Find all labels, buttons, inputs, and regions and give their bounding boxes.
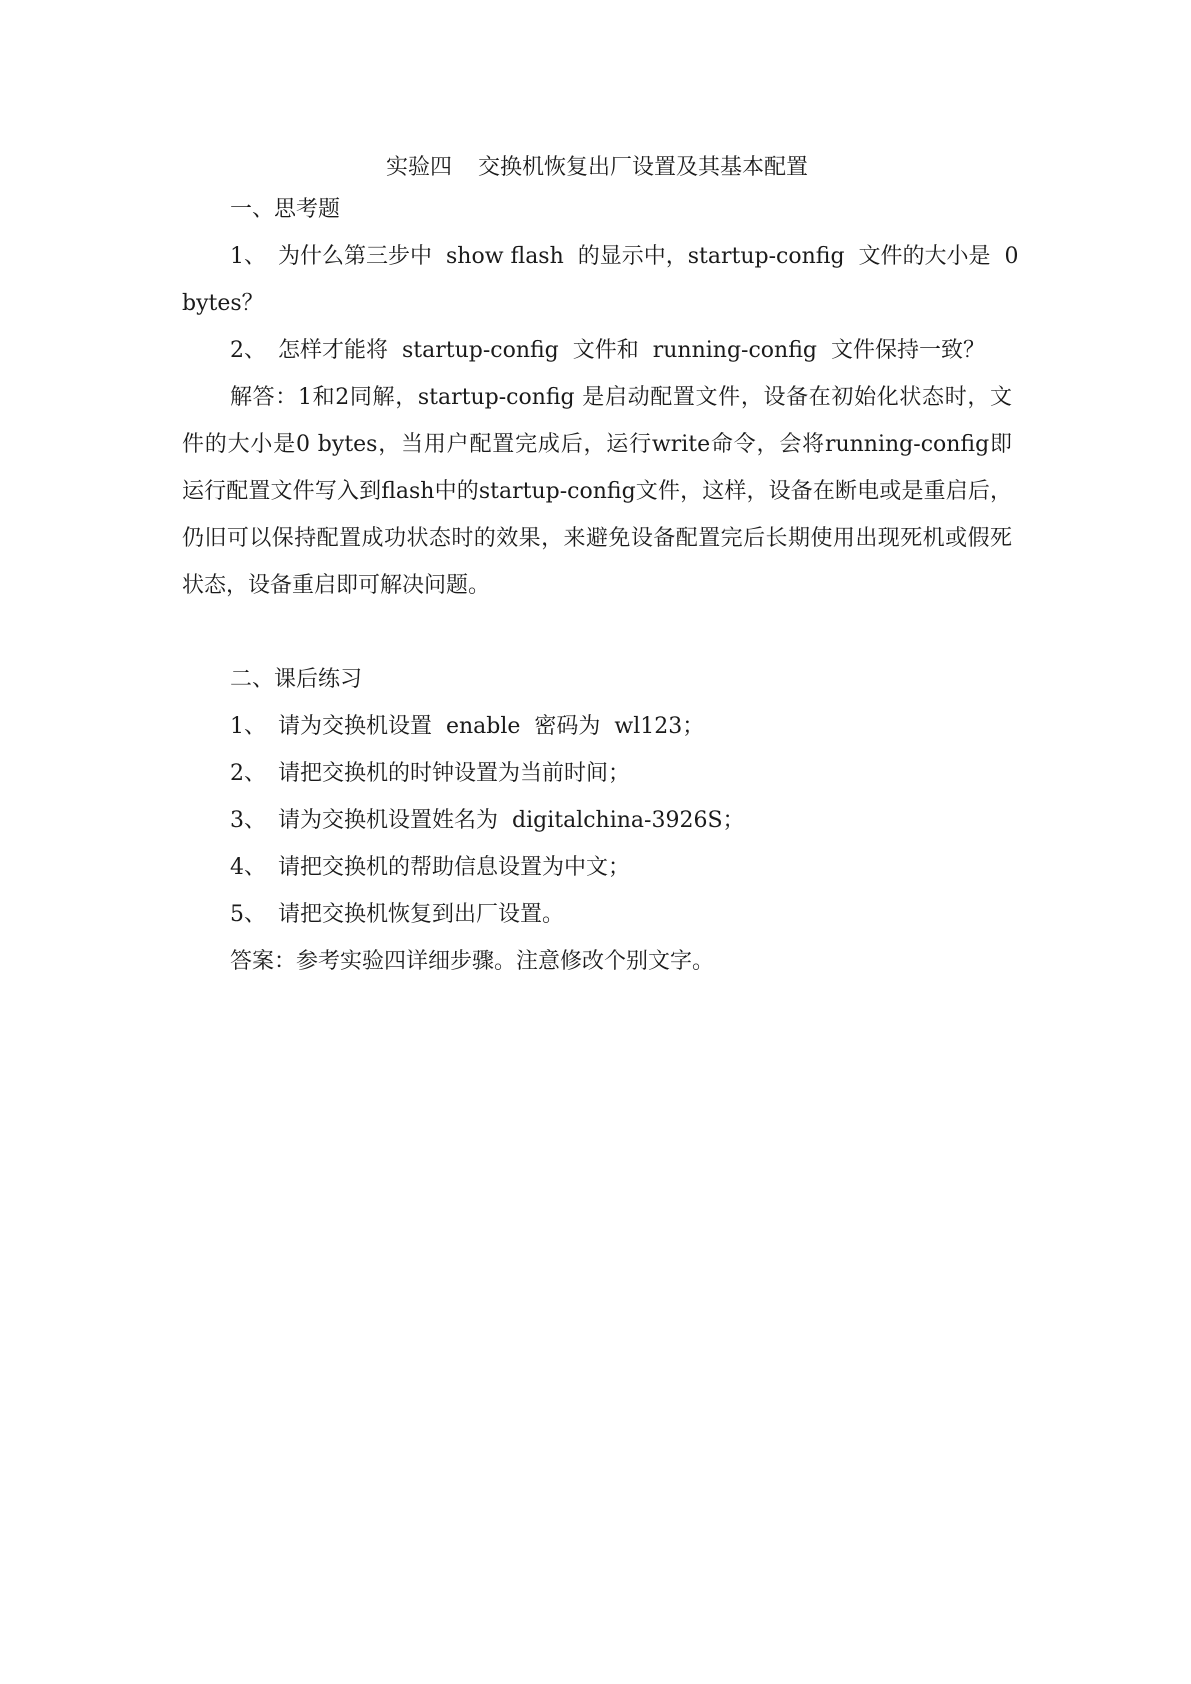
- exercise-4: [182, 844, 1012, 891]
- section-1-heading: 一、思考题: [230, 197, 341, 222]
- question-1-continuation: bytes？: [182, 291, 264, 316]
- exercise-2-text: 请把交换机的时钟设置为当前时间；: [278, 761, 631, 786]
- exercise-1-number: 1、: [230, 714, 266, 739]
- question-1-text: 为什么第三步中 show flash 的显示中，startup-config 文件的大小是 0: [278, 244, 1019, 269]
- exercise-2-number: 2、: [230, 761, 266, 786]
- question-2-number: 2、: [230, 338, 266, 363]
- section-1-answer: 解答：1和2同解，startup-config 是启动配置文件，设备在初始化状态时，文件的大小是0 bytes，当用户配置完成后，运行write命令，会将running-config即运行配置文件写入到flash中的startup-config文件，这样，设备在断电或是重启后，仍旧可以保持配置成功状态时的效果，来避免设备配置完后长期使用出现死机或假死状态，设备重启即可解决问题。: [182, 385, 1012, 598]
- title-part-1: 实验四: [385, 155, 452, 180]
- exercise-5-number: 5、: [230, 902, 266, 927]
- exercise-3-text: 请为交换机设置姓名为 digitalchina-3926S；: [278, 808, 745, 833]
- section-spacer: [182, 609, 1012, 656]
- exercise-5: [182, 891, 1012, 938]
- section-2-answer: 答案：参考实验四详细步骤。注意修改个别文字。: [230, 949, 715, 974]
- document-title: [182, 150, 1012, 186]
- question-1: [182, 233, 1019, 280]
- document-page: [182, 150, 1019, 985]
- title-part-2: 交换机恢复出厂设置及其基本配置: [478, 155, 809, 180]
- section-2-heading: 二、课后练习: [230, 667, 363, 692]
- exercise-2: [182, 750, 1012, 797]
- exercise-3-number: 3、: [230, 808, 266, 833]
- question-1-number: 1、: [230, 244, 266, 269]
- exercise-4-text: 请把交换机的帮助信息设置为中文；: [278, 855, 631, 880]
- exercise-5-text: 请把交换机恢复到出厂设置。: [278, 902, 565, 927]
- exercise-4-number: 4、: [230, 855, 266, 880]
- question-2: [182, 327, 1012, 374]
- exercise-3: [182, 797, 1012, 844]
- exercise-1-text: 请为交换机设置 enable 密码为 wl123；: [278, 714, 705, 739]
- exercise-1: [182, 703, 1012, 750]
- question-2-text: 怎样才能将 startup-config 文件和 running-config 文件保持一致？: [278, 338, 985, 363]
